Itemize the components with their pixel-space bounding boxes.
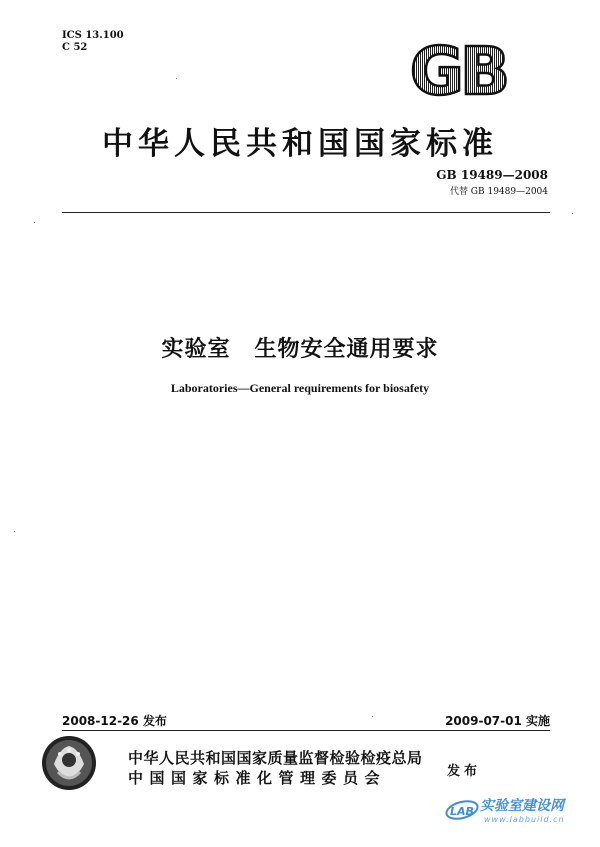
scan-speck <box>34 222 35 223</box>
implementation-date: 2009-07-01 实施 <box>445 714 550 728</box>
footer-divider <box>62 730 550 731</box>
issue-date: 2008-12-26 发布 <box>62 714 167 728</box>
standard-number: GB 19489—2008 <box>436 168 548 182</box>
scan-speck <box>176 78 177 79</box>
gb-logo-text: GB <box>409 40 507 100</box>
lab-logo-icon <box>444 796 480 826</box>
national-emblem-seal <box>40 734 98 792</box>
document-title-chinese <box>0 332 600 363</box>
watermark <box>444 794 594 834</box>
scan-speck <box>14 531 15 532</box>
scan-speck <box>572 213 573 214</box>
classification-codes <box>62 30 124 54</box>
gb-logo <box>398 40 518 100</box>
header-divider <box>62 212 550 213</box>
publisher-sac: 中国国家标准化管理委员会 <box>128 769 387 787</box>
publisher-aqsiq: 中华人民共和国国家质量监督检验检疫总局 <box>128 749 423 767</box>
ccs-code: C 52 <box>62 42 88 53</box>
ics-code: ICS 13.100 <box>62 30 124 41</box>
title-part-laboratory: 实验室 <box>161 337 231 362</box>
scan-speck <box>372 716 373 717</box>
title-part-biosafety: 生物安全通用要求 <box>254 337 439 362</box>
watermark-url: www.labbuild.cn <box>484 815 565 824</box>
document-title-english: Laboratories—General requirements for biosafety <box>170 381 430 395</box>
national-standard-title: 中华人民共和国国家标准 <box>102 126 498 162</box>
lab-logo-text: LAB <box>450 805 474 818</box>
replaces-standard: 代替 GB 19489—2004 <box>449 187 548 197</box>
publish-label: 发布 <box>447 764 482 779</box>
watermark-site-name: 实验室建设网 <box>480 798 564 814</box>
